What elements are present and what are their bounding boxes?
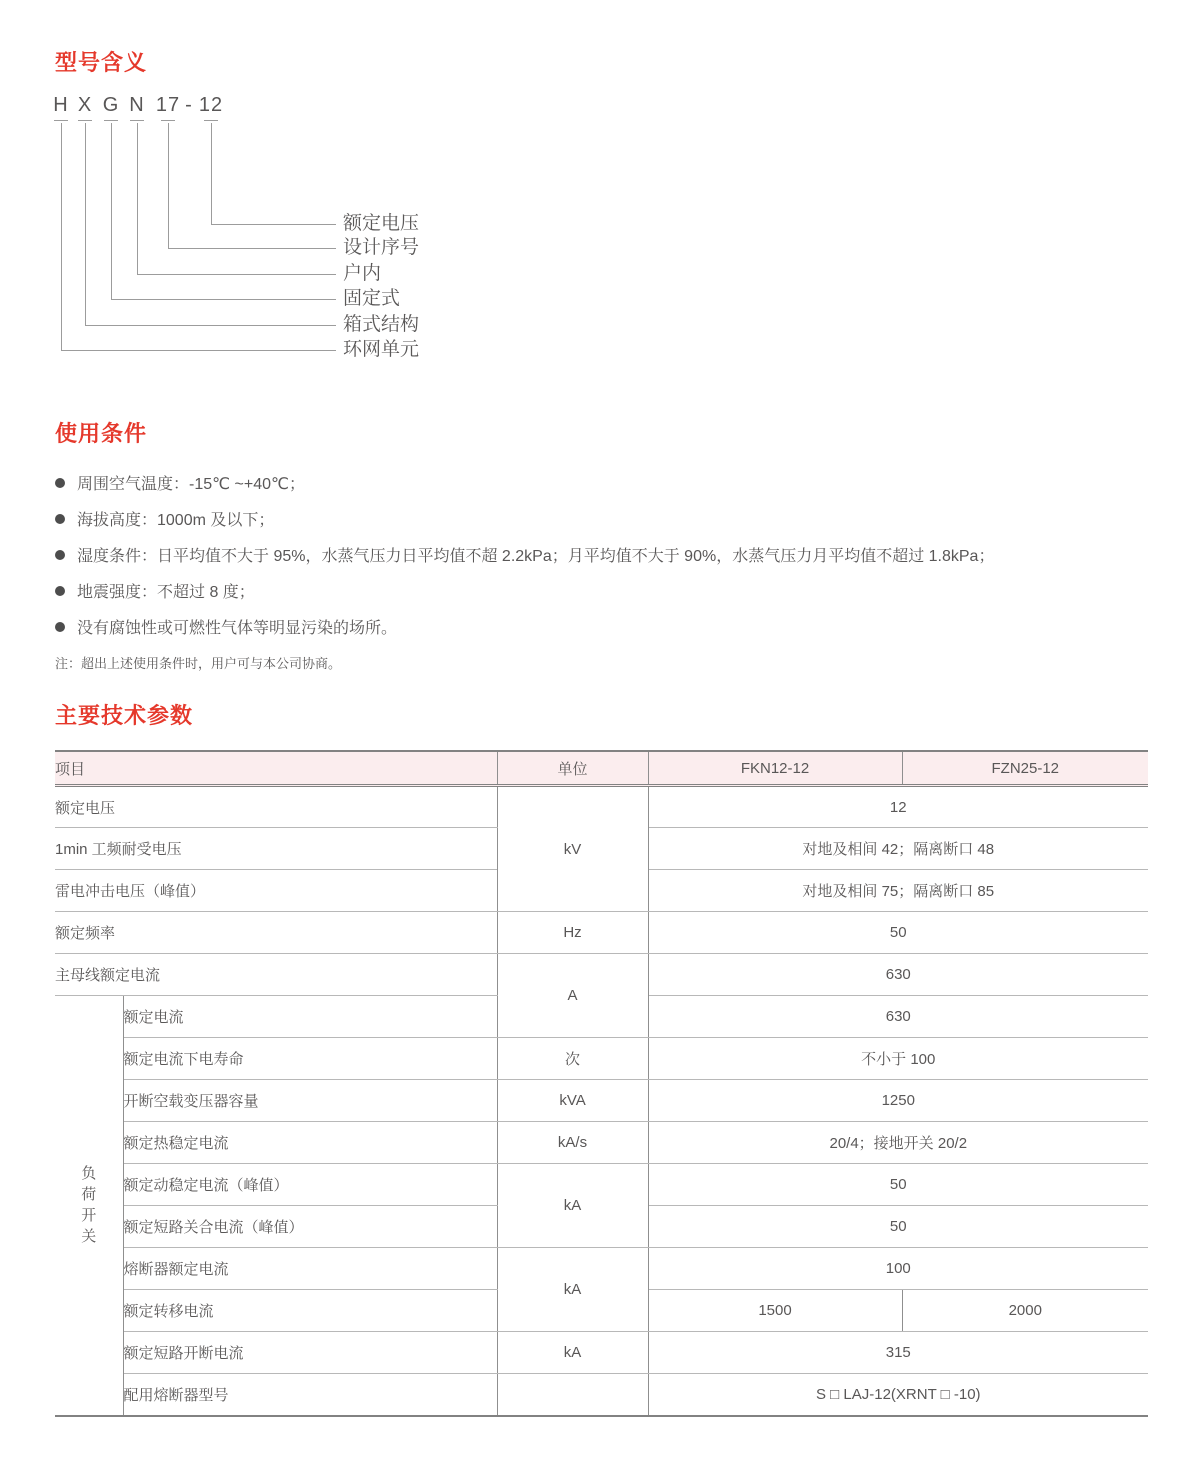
- tick-mark: [161, 120, 175, 121]
- model-code-letter: G: [102, 94, 120, 116]
- header-item: 项目: [55, 751, 497, 786]
- model-label: 户内: [343, 263, 382, 284]
- value-cell: 50: [648, 912, 1148, 954]
- model-label: 固定式: [343, 288, 401, 309]
- table-row: [55, 1164, 1148, 1206]
- bullet-text: 湿度条件：日平均值不大于 95%，水蒸气压力日平均值不超 2.2kPa；月平均值不大于 90%，水蒸气压力月平均值不超过 1.8kPa；: [77, 548, 995, 565]
- row-item-cell: 熔断器额定电流: [123, 1248, 497, 1290]
- unit-cell: kA/s: [497, 1122, 648, 1164]
- bullet-dot-icon: [55, 478, 65, 488]
- parameters-table: [55, 750, 1148, 1417]
- usage-bullet: [55, 615, 397, 638]
- model-code-letter: H: [53, 94, 69, 116]
- unit-cell: 次: [497, 1038, 648, 1080]
- group-label-cell: [55, 996, 123, 1416]
- value-cell: 50: [648, 1164, 1148, 1206]
- table-row: [55, 954, 1148, 996]
- header-model1: FKN12-12: [648, 751, 902, 786]
- usage-bullet: [55, 543, 994, 566]
- bullet-dot-icon: [55, 586, 65, 596]
- unit-cell: kA: [497, 1332, 648, 1374]
- row-item-cell: 额定电流: [123, 996, 497, 1038]
- row-item-cell: 额定动稳定电流（峰值）: [123, 1164, 497, 1206]
- row-item-cell: 配用熔断器型号: [123, 1374, 497, 1416]
- section-title-parameters: 主要技术参数: [55, 703, 194, 728]
- table-header-row: [55, 751, 1148, 786]
- value-cell: S □ LAJ-12(XRNT □ -10): [648, 1374, 1148, 1416]
- bullet-text: 周围空气温度：-15℃ ~+40℃；: [77, 476, 305, 493]
- unit-cell: kA: [497, 1248, 648, 1332]
- conditions-note: 注：超出上述使用条件时，用户可与本公司协商。: [55, 656, 342, 671]
- row-item-cell: 额定电流下电寿命: [123, 1038, 497, 1080]
- row-item-cell: 额定热稳定电流: [123, 1122, 497, 1164]
- unit-cell: A: [497, 954, 648, 1038]
- tick-mark: [54, 120, 68, 121]
- value-cell: 100: [648, 1248, 1148, 1290]
- row-item-cell: 额定转移电流: [123, 1290, 497, 1332]
- value-cell: 50: [648, 1206, 1148, 1248]
- header-model2: FZN25-12: [902, 751, 1148, 786]
- value-cell: 不小于 100: [648, 1038, 1148, 1080]
- model-code-letter: X: [77, 94, 93, 116]
- model-label: 额定电压: [343, 213, 420, 234]
- usage-bullet: [55, 507, 274, 530]
- table-row: [55, 1332, 1148, 1374]
- value-cell: 12: [648, 786, 1148, 828]
- table-row: [55, 1122, 1148, 1164]
- table-row: [55, 1248, 1148, 1290]
- tick-mark: [130, 120, 144, 121]
- row-item-cell: 主母线额定电流: [55, 954, 497, 996]
- header-unit: 单位: [497, 751, 648, 786]
- value-cell: 315: [648, 1332, 1148, 1374]
- usage-bullet: [55, 471, 305, 494]
- value-cell: 对地及相间 75；隔离断口 85: [648, 870, 1148, 912]
- table-row: [55, 786, 1148, 828]
- bullet-text: 地震强度：不超过 8 度；: [77, 584, 255, 601]
- section-title-usage-conditions: 使用条件: [55, 421, 148, 446]
- bullet-text: 海拔高度：1000m 及以下；: [77, 512, 275, 529]
- model-code-number: 12: [198, 94, 224, 116]
- value-cell: 630: [648, 996, 1148, 1038]
- tick-mark: [204, 120, 218, 121]
- value-cell: 对地及相间 42；隔离断口 48: [648, 828, 1148, 870]
- unit-cell: Hz: [497, 912, 648, 954]
- unit-cell: kVA: [497, 1080, 648, 1122]
- table-row: [55, 1080, 1148, 1122]
- row-item-cell: 雷电冲击电压（峰值）: [55, 870, 497, 912]
- table-row: [55, 1374, 1148, 1416]
- group-label-vertical-text: 负荷开关: [81, 1165, 97, 1246]
- value-cell: 1250: [648, 1080, 1148, 1122]
- bullet-dot-icon: [55, 514, 65, 524]
- row-item-cell: 开断空载变压器容量: [123, 1080, 497, 1122]
- model-code-number: 17: [155, 94, 181, 116]
- tick-mark: [78, 120, 92, 121]
- model-code-dash: -: [185, 94, 193, 116]
- section-title-model-meaning: 型号含义: [55, 50, 148, 75]
- model-label: 箱式结构: [343, 314, 420, 335]
- unit-cell: [497, 1374, 648, 1416]
- row-item-cell: 额定短路关合电流（峰值）: [123, 1206, 497, 1248]
- row-item-cell: 额定电压: [55, 786, 497, 828]
- leader-line: [61, 123, 336, 351]
- bullet-dot-icon: [55, 550, 65, 560]
- row-item-cell: 额定频率: [55, 912, 497, 954]
- unit-cell: kV: [497, 786, 648, 912]
- model-label: 环网单元: [343, 339, 420, 360]
- value-cell-model1: 1500: [648, 1290, 902, 1332]
- value-cell-model2: 2000: [902, 1290, 1148, 1332]
- usage-bullet: [55, 579, 255, 602]
- row-item-cell: 额定短路开断电流: [123, 1332, 497, 1374]
- unit-cell: kA: [497, 1164, 648, 1248]
- table-row: [55, 912, 1148, 954]
- model-label: 设计序号: [343, 237, 420, 258]
- row-item-cell: 1min 工频耐受电压: [55, 828, 497, 870]
- value-cell: 20/4；接地开关 20/2: [648, 1122, 1148, 1164]
- bullet-dot-icon: [55, 622, 65, 632]
- model-code-letter: N: [129, 94, 145, 116]
- value-cell: 630: [648, 954, 1148, 996]
- tick-mark: [104, 120, 118, 121]
- bullet-text: 没有腐蚀性或可燃性气体等明显污染的场所。: [77, 620, 398, 637]
- table-row: [55, 1038, 1148, 1080]
